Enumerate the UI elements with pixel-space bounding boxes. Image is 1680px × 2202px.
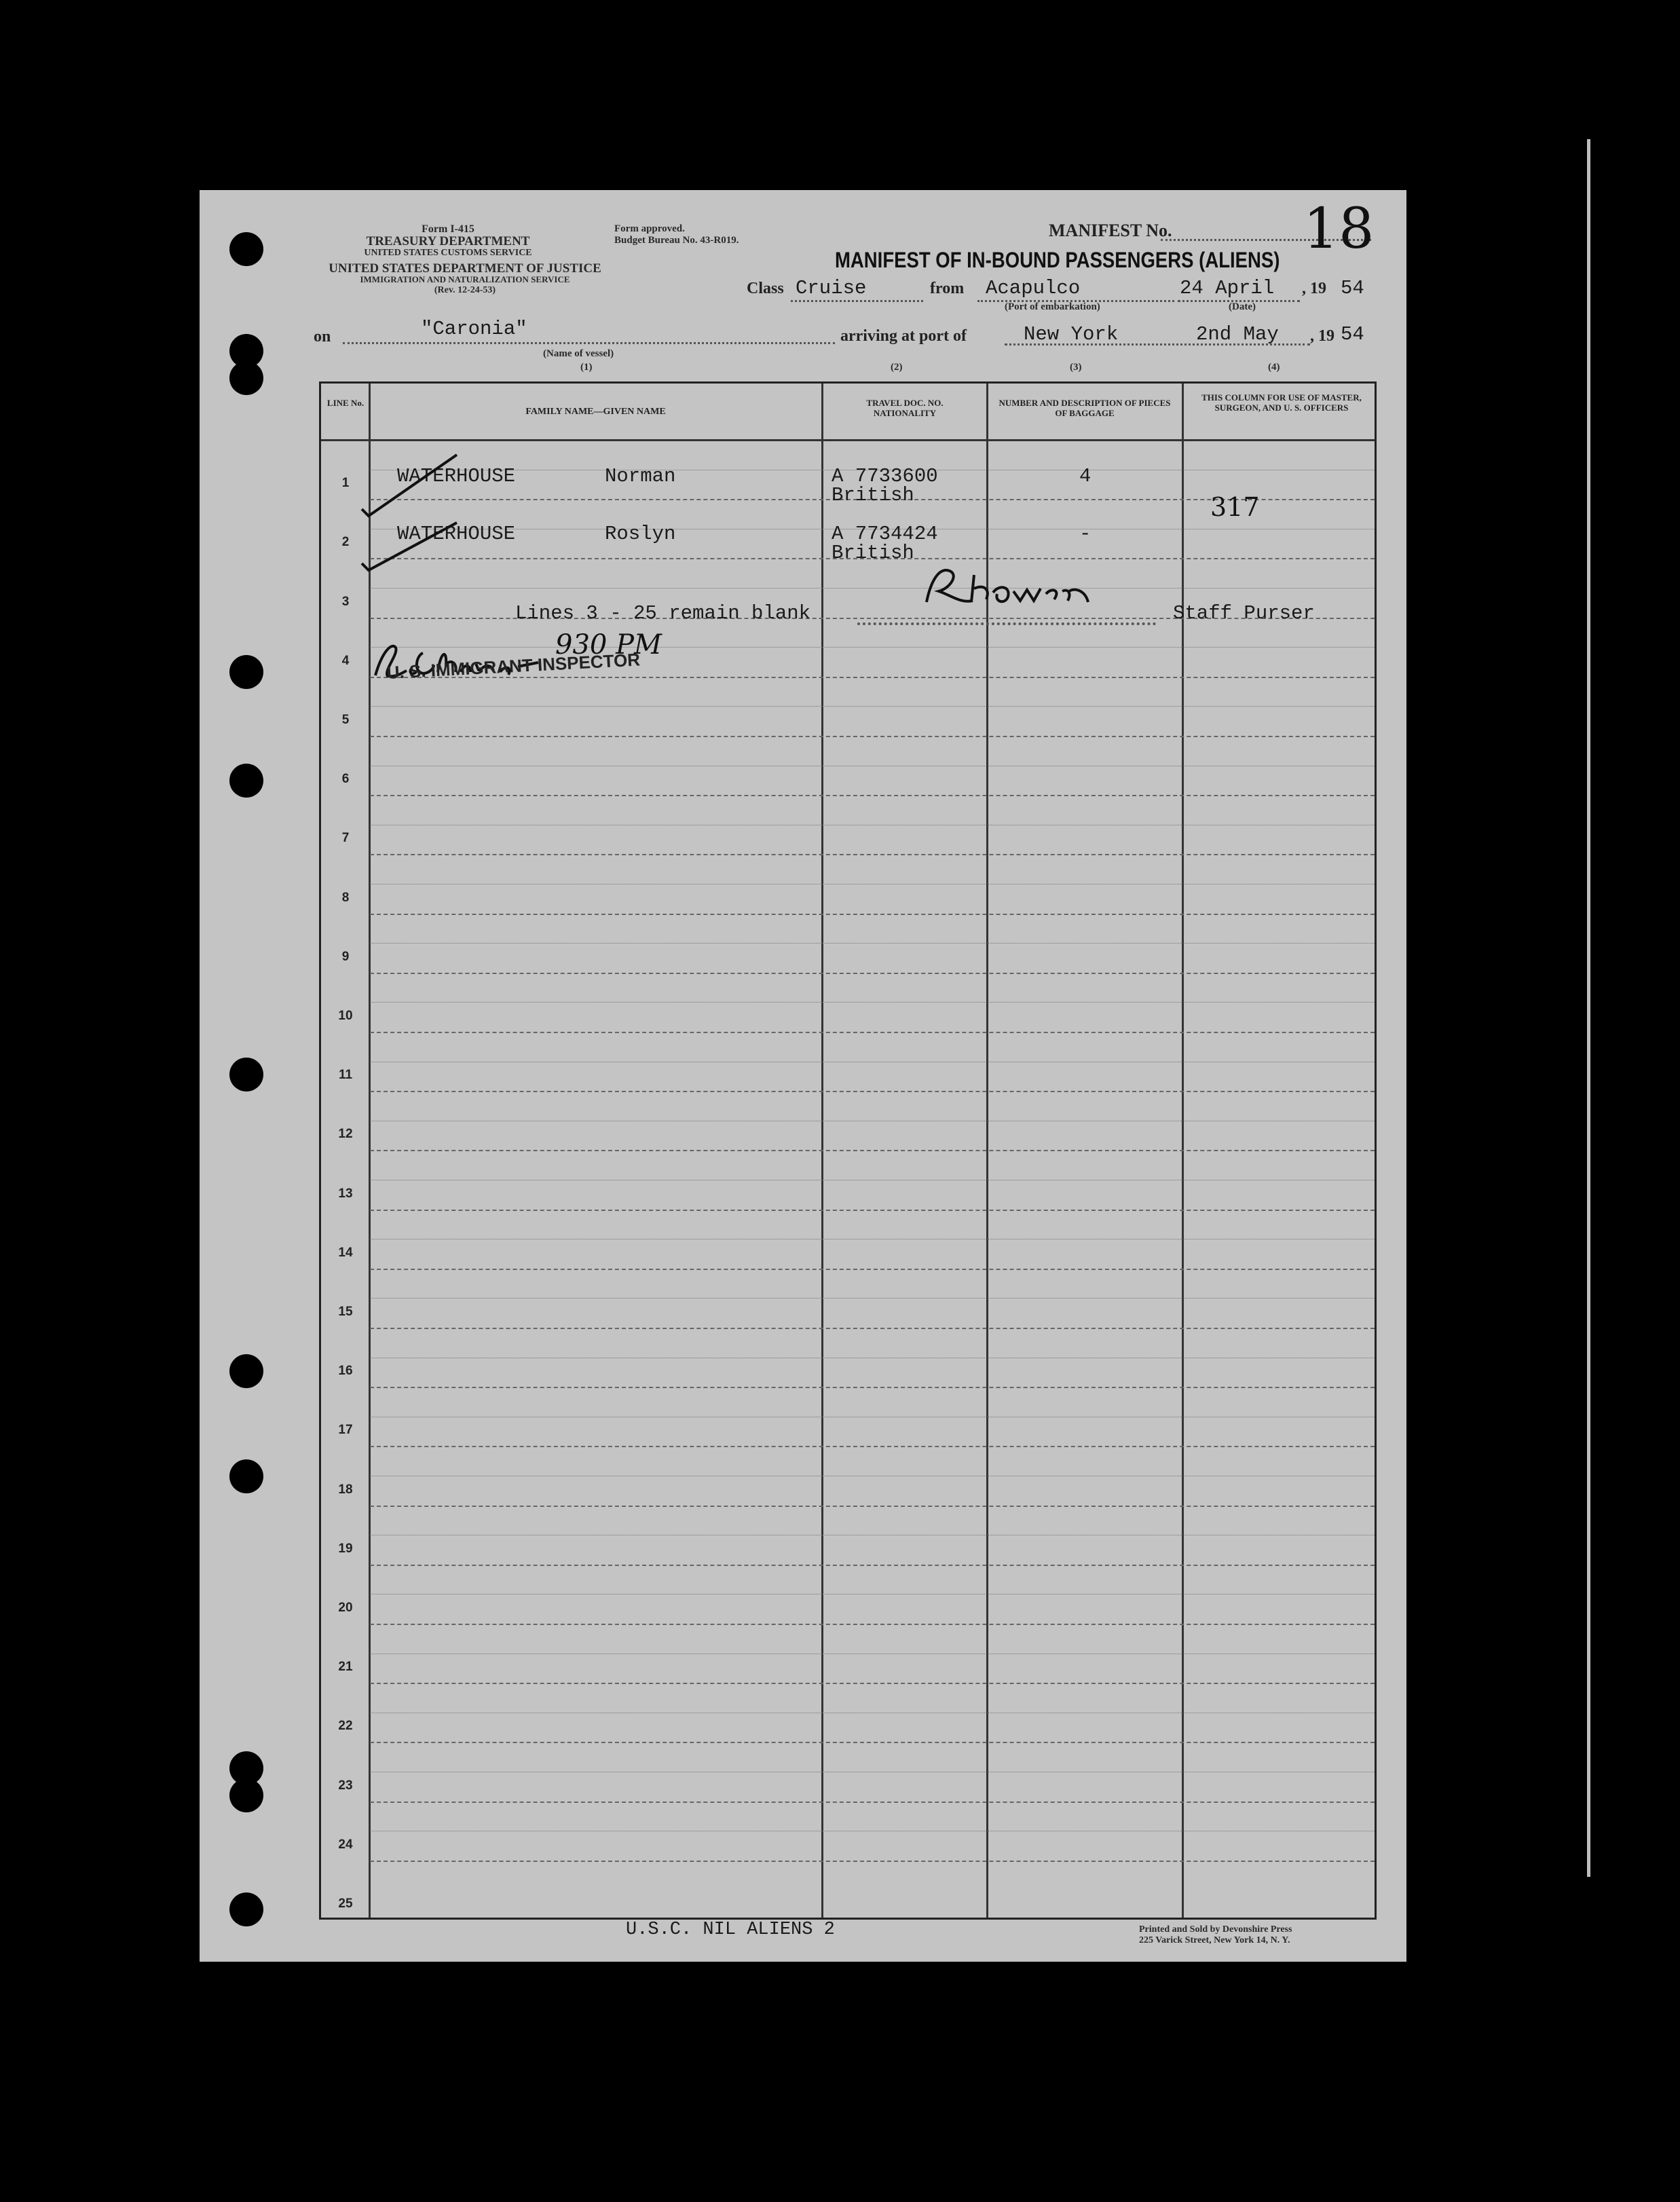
printer-line-1: Printed and Sold by Devonshire Press (1139, 1924, 1292, 1935)
form-revision: (Rev. 12-24-53) (434, 285, 496, 295)
check-mark-icon (362, 455, 457, 516)
line-number: 14 (338, 1245, 353, 1260)
line-number: 15 (338, 1305, 353, 1319)
punch-hole (229, 232, 263, 266)
passenger-2-nationality: British (832, 542, 914, 564)
line-number: 1 (341, 476, 350, 491)
budget-bureau: Budget Bureau No. 43-R019. (614, 235, 739, 246)
arrival-line (1005, 343, 1310, 346)
row-divider (370, 1565, 1375, 1566)
row-divider (370, 973, 1375, 974)
from-value: Acapulco (986, 277, 1081, 299)
row-divider (370, 1446, 1375, 1447)
class-value: Cruise (796, 277, 867, 299)
passenger-2-doc: A 7734424 (832, 523, 938, 545)
arrival-port: New York (1024, 323, 1119, 346)
manifest-title: MANIFEST OF IN-BOUND PASSENGERS (ALIENS) (835, 248, 1280, 272)
line-number: 12 (338, 1127, 353, 1142)
line-number: 6 (341, 772, 350, 787)
punch-hole (229, 1058, 263, 1091)
row-divider (370, 736, 1375, 737)
summary-line: U.S.C. NIL ALIENS 2 (626, 1920, 835, 1940)
col-header-name: FAMILY NAME—GIVEN NAME (525, 407, 666, 417)
row-midline (370, 943, 1375, 944)
ins-service: IMMIGRATION AND NATURALIZATION SERVICE (360, 274, 570, 284)
class-label: Class (747, 280, 784, 297)
purser-signature (918, 561, 1149, 616)
line-number: 10 (338, 1009, 353, 1023)
line-number: 9 (341, 949, 350, 964)
punch-hole (229, 1892, 263, 1926)
arrival-date: 2nd May (1196, 323, 1279, 346)
port-embark-caption: (Port of embarkation) (1005, 301, 1100, 312)
on-label: on (314, 328, 331, 346)
line-number: 20 (338, 1601, 353, 1615)
passenger-table (319, 381, 1377, 1920)
row-divider (370, 914, 1375, 915)
inspector-time: 930 PM (555, 629, 662, 660)
year-prefix: , 19 (1302, 280, 1326, 297)
form-number: Form I-415 (422, 223, 474, 235)
line-number: 7 (341, 831, 350, 846)
line-number: 22 (338, 1719, 353, 1734)
col-num-4: (4) (1268, 362, 1280, 373)
from-label: from (930, 280, 965, 297)
passenger-1-given: Norman (605, 465, 676, 487)
header-divider (321, 439, 1375, 441)
date-caption: (Date) (1229, 301, 1256, 312)
row-midline (370, 1298, 1375, 1299)
manifest-no-label: MANIFEST No. (1049, 221, 1172, 240)
row-divider (370, 1387, 1375, 1388)
punch-hole (229, 655, 263, 689)
date-value: 24 April (1180, 277, 1275, 299)
line-number: 19 (338, 1541, 353, 1556)
printer-line-2: 225 Varick Street, New York 14, N. Y. (1139, 1935, 1290, 1945)
row-midline (370, 706, 1375, 707)
year-value: 54 (1341, 277, 1364, 299)
row-divider (370, 1032, 1375, 1033)
row-divider (370, 1506, 1375, 1507)
line-number: 23 (338, 1778, 353, 1793)
row-divider (370, 1861, 1375, 1862)
punch-hole (229, 1354, 263, 1388)
customs-service: UNITED STATES CUSTOMS SERVICE (364, 248, 532, 258)
passenger-2-baggage: - (1079, 523, 1091, 545)
manifest-number: 18 (1303, 197, 1375, 261)
vessel-value: "Caronia" (421, 318, 527, 340)
punch-hole (229, 764, 263, 798)
department-of-justice: UNITED STATES DEPARTMENT OF JUSTICE (329, 261, 601, 276)
col-num-2: (2) (891, 362, 903, 373)
line-number: 13 (338, 1186, 353, 1201)
vessel-caption: (Name of vessel) (543, 348, 614, 359)
col-num-1: (1) (580, 362, 593, 373)
row-divider (370, 1210, 1375, 1211)
vessel-line (343, 342, 835, 344)
passenger-2-family: WATERHOUSE (397, 523, 516, 545)
row-divider (370, 795, 1375, 796)
inspector-stamp: U. S. IMMIGRANT INSPECTOR (386, 649, 641, 683)
line-number: 18 (338, 1482, 353, 1497)
film-edge-line (1587, 139, 1590, 1877)
row-divider (370, 1624, 1375, 1625)
line-number: 11 (338, 1068, 353, 1083)
row-divider (370, 1269, 1375, 1270)
row-divider (370, 1742, 1375, 1743)
row-divider (370, 1091, 1375, 1092)
arriving-label: arriving at port of (840, 327, 967, 345)
row-divider (370, 1802, 1375, 1803)
passenger-1-doc: A 7733600 (832, 465, 938, 487)
line-number: 16 (338, 1364, 353, 1379)
line-number: 21 (338, 1660, 353, 1675)
line-number: 8 (341, 890, 350, 905)
passenger-1-family: WATERHOUSE (397, 465, 516, 487)
check-marks (355, 424, 477, 628)
lines-blank-note: Lines 3 - 25 remain blank (515, 602, 811, 624)
row-midline (370, 588, 1375, 589)
line-number: 5 (341, 713, 350, 727)
arrival-year: 54 (1341, 323, 1364, 346)
col-header-line-no: LINE No. (326, 398, 365, 408)
line-number: 3 (341, 594, 350, 609)
row-divider (370, 1150, 1375, 1151)
form-approved: Form approved. (614, 223, 685, 234)
row-divider (370, 854, 1375, 855)
class-line (791, 300, 923, 302)
line-number: 25 (338, 1897, 353, 1911)
col-header-doc: TRAVEL DOC. NO. NATIONALITY (866, 398, 944, 418)
col-header-officers: THIS COLUMN FOR USE OF MASTER, SURGEON, AND U. S. OFFICERS (1201, 392, 1362, 413)
line-number: 4 (341, 653, 350, 668)
line-number: 2 (341, 535, 350, 550)
arrival-year-prefix: , 19 (1310, 327, 1334, 345)
row-divider (370, 1328, 1375, 1329)
passenger-1-officer-note: 317 (1210, 492, 1260, 522)
line-number: 17 (338, 1423, 353, 1438)
treasury-department: TREASURY DEPARTMENT (366, 234, 530, 248)
passenger-2-given: Roslyn (605, 523, 676, 545)
row-divider (370, 1683, 1375, 1684)
punch-hole (229, 361, 263, 395)
row-midline (370, 1002, 1375, 1003)
line-number: 24 (338, 1837, 353, 1852)
purser-dotted-line (857, 622, 1156, 625)
punch-hole (229, 1459, 263, 1493)
punch-hole (229, 1778, 263, 1812)
col-num-3: (3) (1070, 362, 1082, 373)
check-mark-icon (362, 523, 457, 570)
passenger-1-nationality: British (832, 484, 914, 506)
passenger-1-baggage: 4 (1079, 465, 1091, 487)
col-header-baggage: NUMBER AND DESCRIPTION OF PIECES OF BAGGAGE (998, 398, 1171, 418)
staff-purser-title: Staff Purser (1173, 602, 1315, 624)
